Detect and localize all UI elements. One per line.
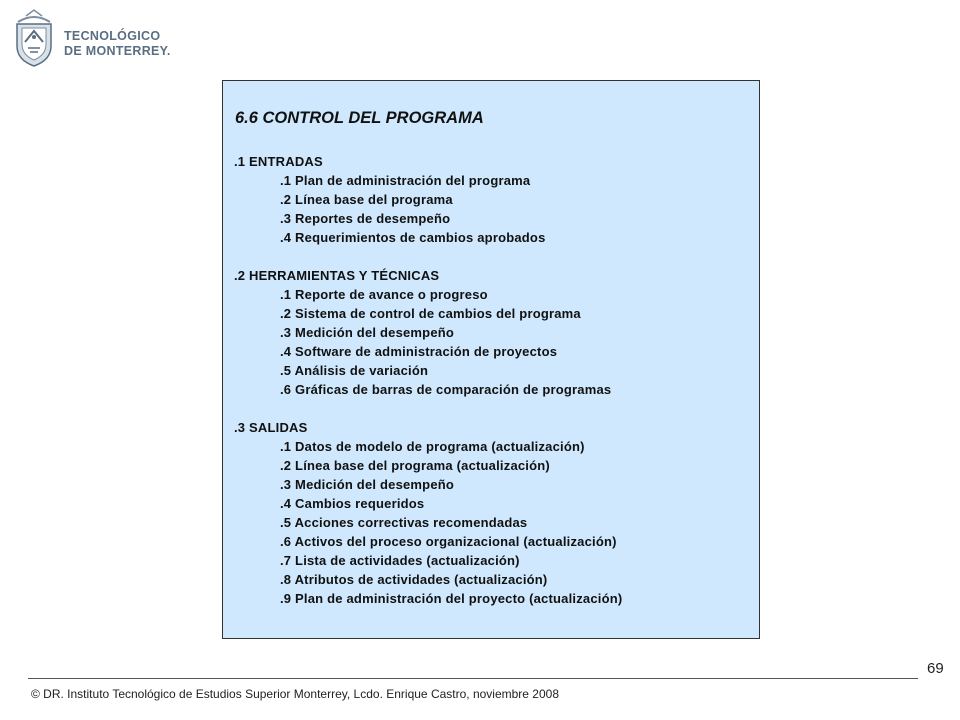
- list-item: .9 Plan de administración del proyecto (actualización): [280, 591, 623, 606]
- page-number: 69: [927, 660, 944, 677]
- list-item: .7 Lista de actividades (actualización): [280, 553, 520, 568]
- list-item: .3 Medición del desempeño: [280, 477, 455, 492]
- list-item: .6 Activos del proceso organizacional (actualización): [280, 534, 617, 549]
- content-panel: [222, 80, 760, 639]
- list-item: .2 Sistema de control de cambios del programa: [280, 306, 581, 321]
- section-list: [234, 152, 754, 627]
- section-inputs: [234, 152, 754, 247]
- list-item: .8 Atributos de actividades (actualización): [280, 572, 548, 587]
- section-heading: .3 SALIDAS: [234, 420, 308, 435]
- list-item: .2 Línea base del programa: [280, 192, 453, 207]
- list-item: .1 Plan de administración del programa: [280, 173, 531, 188]
- footer-divider: [28, 678, 918, 679]
- section-heading: .2 HERRAMIENTAS Y TÉCNICAS: [234, 268, 440, 283]
- section-tools-techniques: [234, 266, 754, 399]
- list-item: .3 Medición del desempeño: [280, 325, 455, 340]
- list-item: .1 Datos de modelo de programa (actualización): [280, 439, 585, 454]
- logo-line-1: TECNOLÓGICO: [64, 29, 161, 43]
- list-item: .6 Gráficas de barras de comparación de programas: [280, 382, 612, 397]
- list-item: .2 Línea base del programa (actualización): [280, 458, 550, 473]
- list-item: .1 Reporte de avance o progreso: [280, 287, 488, 302]
- list-item: .4 Cambios requeridos: [280, 496, 425, 511]
- list-item: .5 Análisis de variación: [280, 363, 429, 378]
- list-item: .3 Reportes de desempeño: [280, 211, 451, 226]
- list-item: .4 Requerimientos de cambios aprobados: [280, 230, 546, 245]
- copyright-notice: © DR. Instituto Tecnológico de Estudios Superior Monterrey, Lcdo. Enrique Castro, noviembre 2008: [31, 687, 560, 701]
- section-outputs: [234, 418, 754, 608]
- institution-emblem-icon: [12, 8, 56, 68]
- institution-name: [64, 29, 171, 59]
- list-item: .5 Acciones correctivas recomendadas: [280, 515, 528, 530]
- institution-logo: [12, 8, 182, 70]
- slide-title: 6.6 CONTROL DEL PROGRAMA: [235, 109, 484, 127]
- list-item: .4 Software de administración de proyectos: [280, 344, 558, 359]
- section-heading: .1 ENTRADAS: [234, 154, 323, 169]
- logo-line-2: DE MONTERREY.: [64, 44, 171, 58]
